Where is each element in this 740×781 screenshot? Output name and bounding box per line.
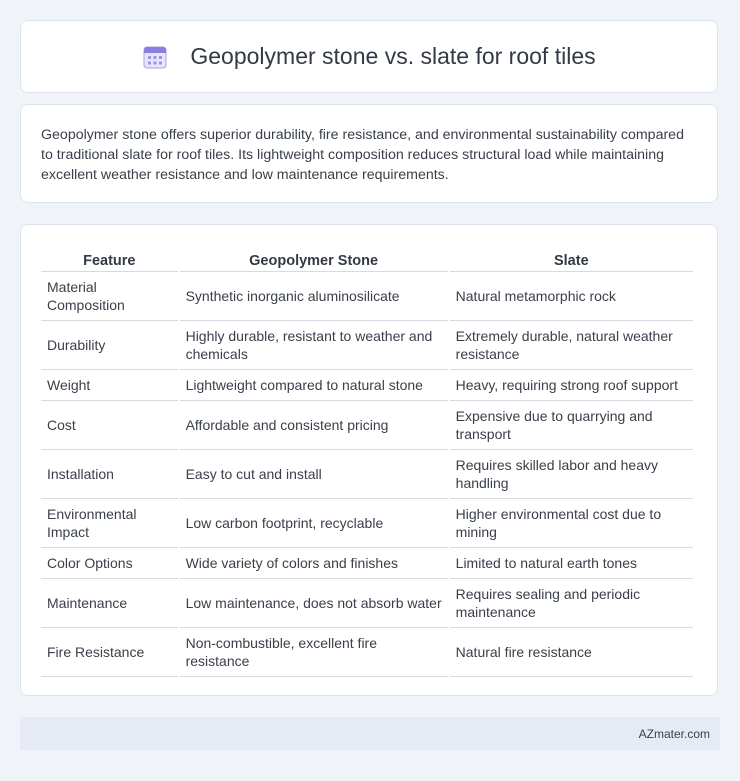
table-row <box>41 401 693 450</box>
header-slate: Slate <box>450 245 693 272</box>
geopolymer-cell: Highly durable, resistant to weather and chemicals <box>180 321 448 370</box>
geopolymer-cell: Easy to cut and install <box>180 450 448 499</box>
feature-cell: Maintenance <box>41 579 178 628</box>
table-row <box>41 579 693 628</box>
slate-cell: Requires sealing and periodic maintenance <box>450 579 693 628</box>
feature-cell: Environmental Impact <box>41 499 178 548</box>
slate-cell: Heavy, requiring strong roof support <box>450 370 693 401</box>
title-card <box>20 20 718 93</box>
table-row <box>41 370 693 401</box>
table-row <box>41 499 693 548</box>
slate-cell: Natural fire resistance <box>450 628 693 677</box>
geopolymer-cell: Lightweight compared to natural stone <box>180 370 448 401</box>
geopolymer-cell: Low carbon footprint, recyclable <box>180 499 448 548</box>
table-row <box>41 548 693 579</box>
feature-cell: Material Composition <box>41 272 178 321</box>
comparison-table-card <box>20 224 718 696</box>
slate-cell: Requires skilled labor and heavy handling <box>450 450 693 499</box>
geopolymer-cell: Affordable and consistent pricing <box>180 401 448 450</box>
page-title: Geopolymer stone vs. slate for roof tiles <box>190 43 596 69</box>
feature-cell: Fire Resistance <box>41 628 178 677</box>
feature-cell: Cost <box>41 401 178 450</box>
feature-cell: Color Options <box>41 548 178 579</box>
header-geopolymer-stone: Geopolymer Stone <box>180 245 448 272</box>
calendar-icon <box>142 44 168 70</box>
table-row <box>41 450 693 499</box>
site-credit: AZmater.com <box>638 726 710 741</box>
geopolymer-cell: Non-combustible, excellent fire resistance <box>180 628 448 677</box>
geopolymer-cell: Low maintenance, does not absorb water <box>180 579 448 628</box>
slate-cell: Limited to natural earth tones <box>450 548 693 579</box>
slate-cell: Natural metamorphic rock <box>450 272 693 321</box>
feature-cell: Installation <box>41 450 178 499</box>
slate-cell: Extremely durable, natural weather resistance <box>450 321 693 370</box>
slate-cell: Higher environmental cost due to mining <box>450 499 693 548</box>
geopolymer-cell: Synthetic inorganic aluminosilicate <box>180 272 448 321</box>
intro-paragraph: Geopolymer stone offers superior durability, fire resistance, and environmental sustainability compared to traditional slate for roof tiles. Its lightweight composition reduces structural load while maintaining excellent weather resistance and low maintenance requirements. <box>41 127 684 183</box>
table-header-row <box>41 245 693 272</box>
geopolymer-cell: Wide variety of colors and finishes <box>180 548 448 579</box>
table-row <box>41 272 693 321</box>
comparison-table <box>39 245 695 677</box>
header-feature: Feature <box>41 245 178 272</box>
intro-card <box>20 104 718 203</box>
table-row <box>41 628 693 677</box>
footer-bar <box>20 717 720 750</box>
table-row <box>41 321 693 370</box>
feature-cell: Weight <box>41 370 178 401</box>
slate-cell: Expensive due to quarrying and transport <box>450 401 693 450</box>
feature-cell: Durability <box>41 321 178 370</box>
